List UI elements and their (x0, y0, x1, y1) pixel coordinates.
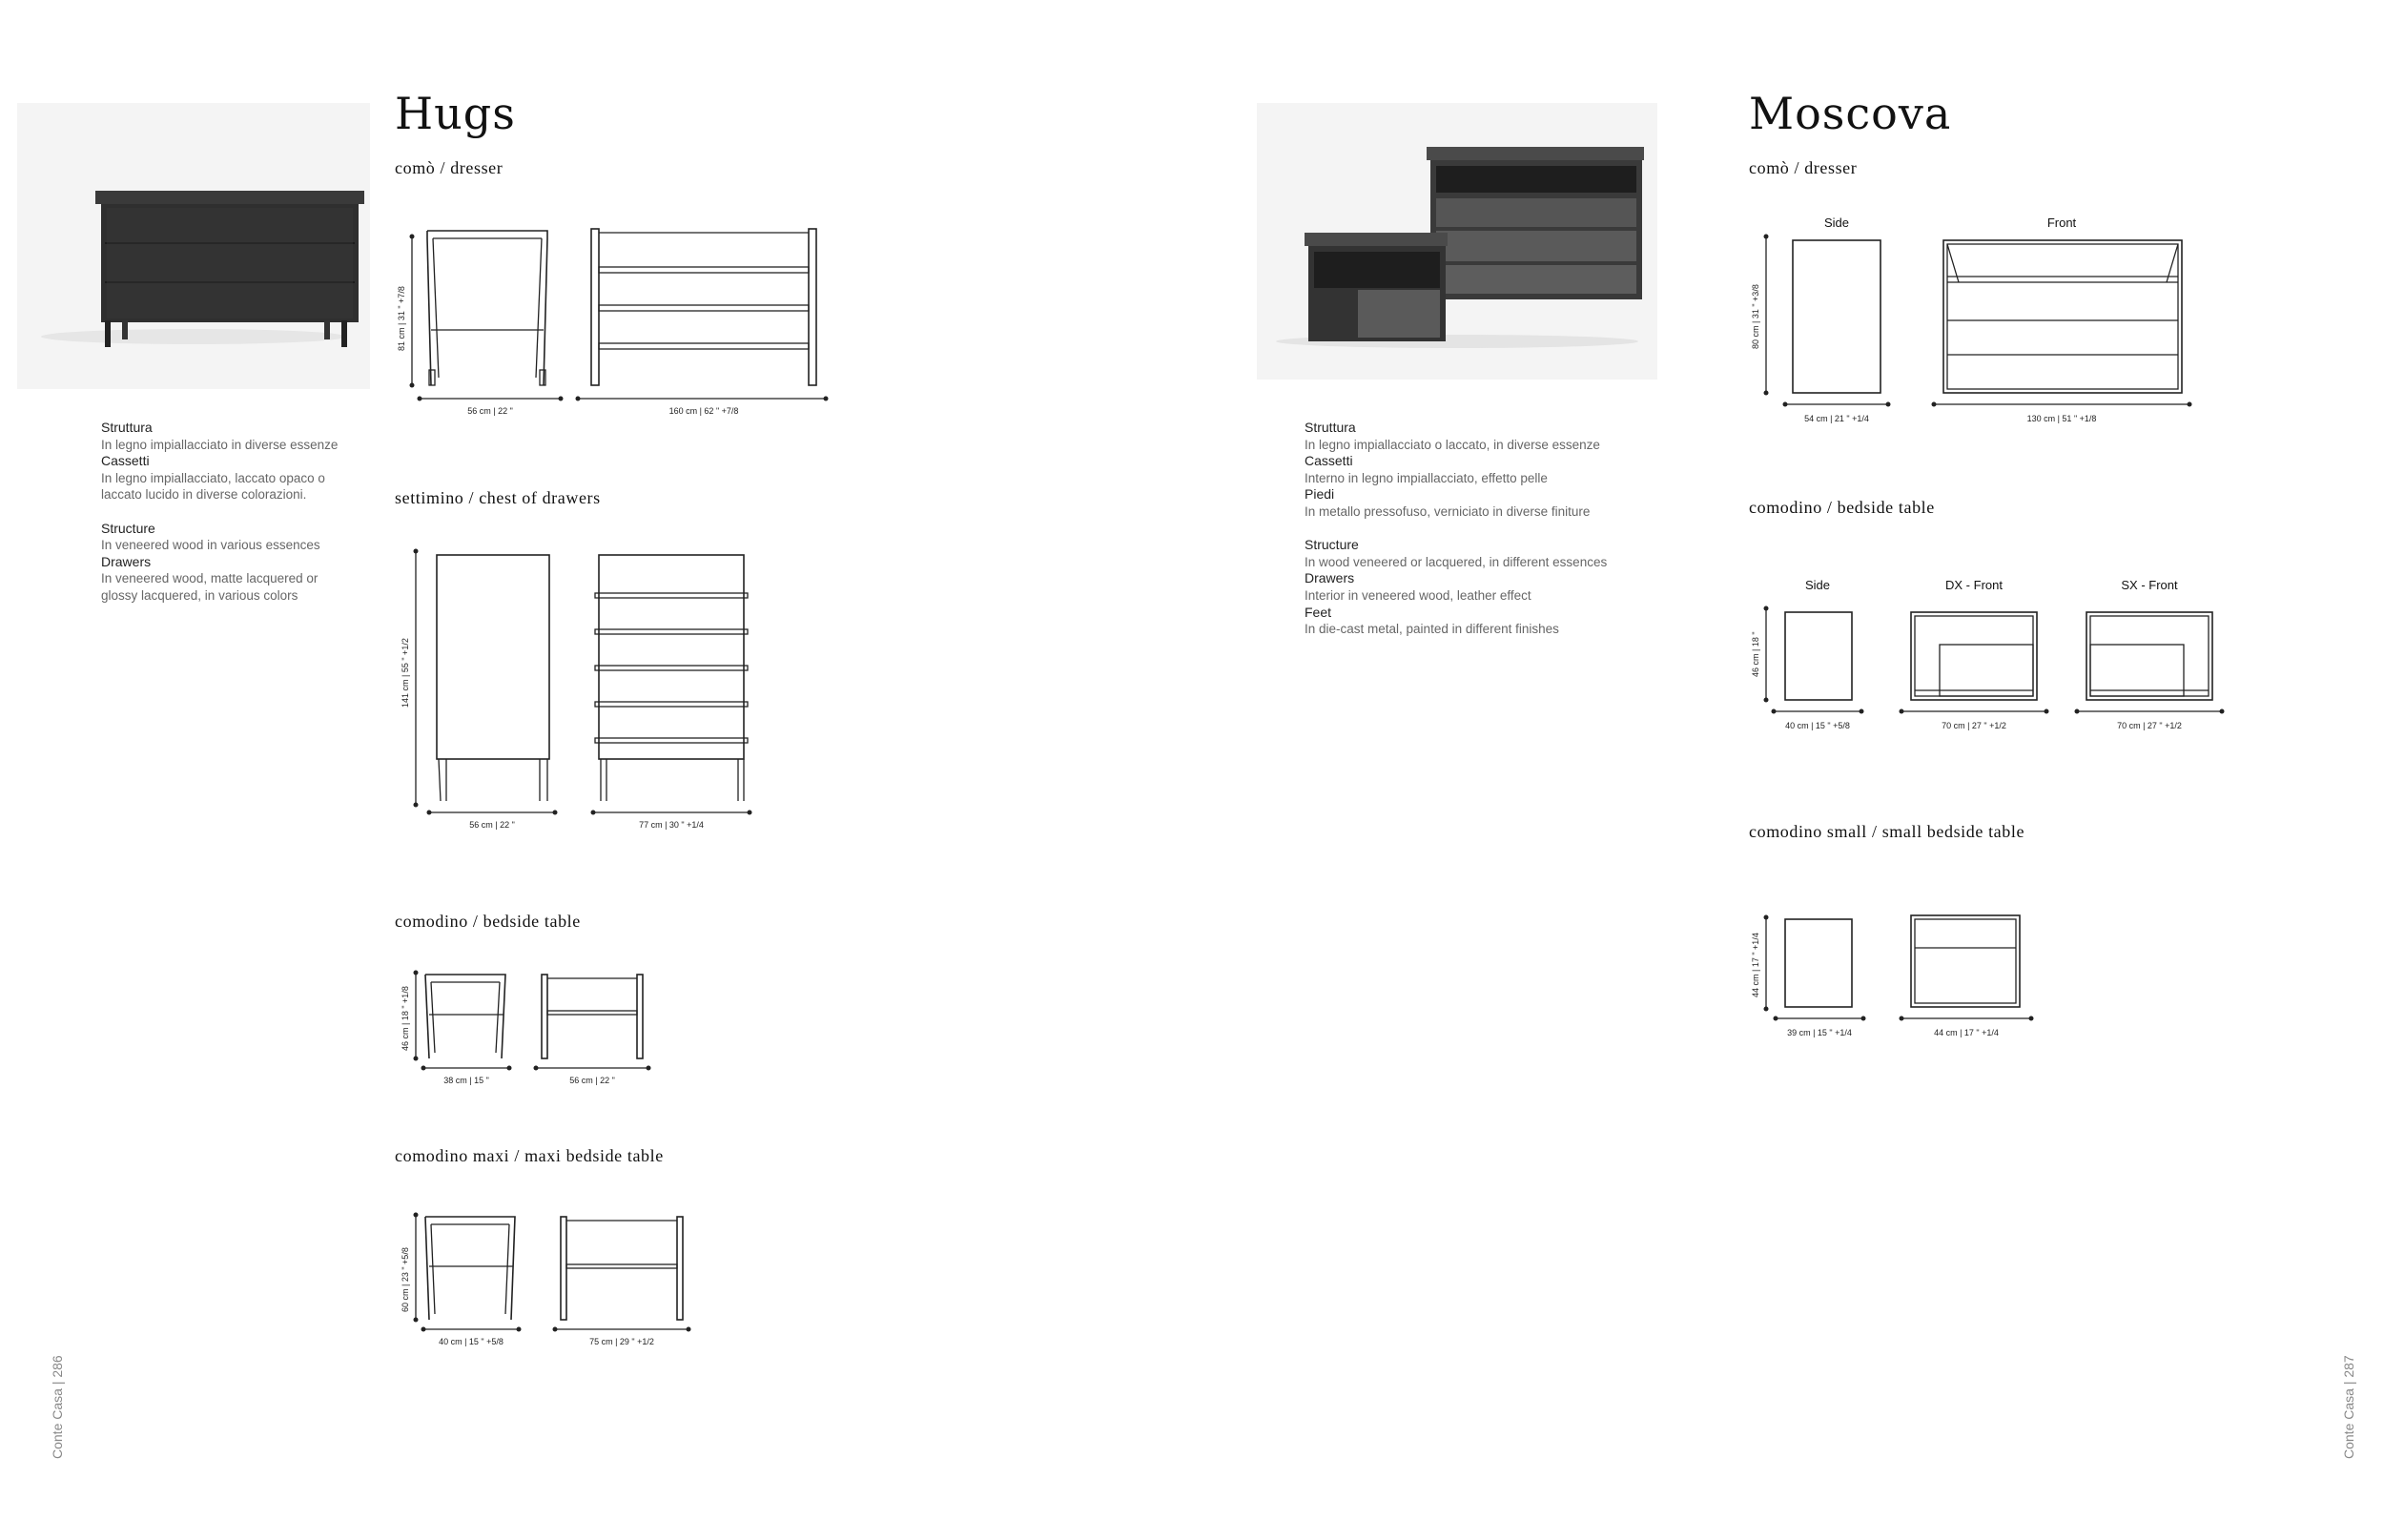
page-title-moscova: Moscova (1749, 88, 1952, 139)
view-label: Side (1823, 216, 1850, 230)
dim-width-side: 56 cm | 22 " (467, 406, 513, 416)
page-folio-left: Conte Casa | 286 (50, 1355, 65, 1459)
view-label: Side (1804, 578, 1831, 592)
dim-width-side: 54 cm | 21 " +1/4 (1804, 414, 1869, 423)
spec-text: In legno impiallacciato, laccato opaco o laccato lucido in diverse colorazioni. (101, 470, 325, 503)
dim-height: 46 cm | 18 " (1751, 631, 1760, 677)
dim-width-front: 56 cm | 22 " (569, 1076, 615, 1085)
moscova-dresser-drawing (1745, 206, 2203, 435)
dim-width-front: 130 cm | 51 " +1/8 (2026, 414, 2097, 423)
spec-text: Interno in legno impiallacciato, effetto pelle (1305, 470, 1548, 485)
hugs-settimino-drawing (391, 545, 772, 841)
spec-heading: Drawers (101, 553, 152, 569)
spec-heading: Cassetti (101, 453, 150, 469)
dim-height: 46 cm | 18 " +1/8 (401, 986, 410, 1051)
dim-width-side: 38 cm | 15 " (443, 1076, 489, 1085)
hugs-comodino-maxi-drawing (391, 1207, 706, 1355)
dim-width-side: 39 cm | 15 " +1/4 (1787, 1028, 1852, 1037)
dim-height: 44 cm | 17 " +1/4 (1751, 933, 1760, 997)
moscova-comodino-drawing (1745, 570, 2231, 737)
spec-text: In die-cast metal, painted in different finishes (1305, 622, 1559, 637)
spec-heading: Feet (1305, 604, 1332, 620)
section-title-hugs-dresser: comò / dresser (395, 158, 504, 177)
hugs-spec-text (101, 420, 416, 605)
moscova-product-photo (1257, 103, 1657, 380)
dim-height: 141 cm | 55 " +1/2 (401, 638, 410, 708)
page-title-hugs: Hugs (395, 88, 516, 139)
spec-text: In veneered wood in various essences (101, 538, 320, 553)
spec-heading: Struttura (1305, 420, 1356, 435)
dim-width-front: 160 cm | 62 " +7/8 (668, 406, 739, 416)
dim-width-side: 40 cm | 15 " +5/8 (1785, 721, 1850, 730)
dim-width-front: 70 cm | 27 " +1/2 (1942, 721, 2006, 730)
dim-height: 60 cm | 23 " +5/8 (401, 1247, 410, 1312)
dim-width-side: 56 cm | 22 " (469, 820, 515, 830)
section-title-moscova-dresser: comò / dresser (1749, 158, 1858, 177)
hugs-comodino-drawing (391, 965, 677, 1095)
moscova-comodino-small-drawing (1745, 906, 2050, 1049)
moscova-spec-text (1305, 420, 1667, 638)
section-title-hugs-comodino-maxi: comodino maxi / maxi bedside table (395, 1146, 664, 1165)
spec-text: In legno impiallacciato o laccato, in diverse essenze (1305, 437, 1600, 452)
section-title-hugs-comodino: comodino / bedside table (395, 912, 581, 931)
section-title-hugs-settimino: settimino / chest of drawers (395, 488, 601, 507)
dim-height: 80 cm | 31 " +3/8 (1751, 284, 1760, 349)
dim-width-front: 75 cm | 29 " +1/2 (589, 1337, 654, 1346)
dim-width-front: 70 cm | 27 " +1/2 (2117, 721, 2182, 730)
spec-heading: Structure (101, 520, 155, 536)
dim-width-front: 44 cm | 17 " +1/4 (1934, 1028, 1999, 1037)
section-title-moscova-comodino-small: comodino small / small bedside table (1749, 822, 2025, 841)
page-folio-right: Conte Casa | 287 (2341, 1355, 2356, 1459)
hugs-product-photo (17, 103, 370, 389)
view-label: SX - Front (2121, 578, 2178, 592)
spec-heading: Struttura (101, 420, 153, 435)
spec-text: In metallo pressofuso, verniciato in diverse finiture (1305, 503, 1591, 519)
dim-width-side: 40 cm | 15 " +5/8 (439, 1337, 504, 1346)
view-label: Front (2046, 216, 2077, 230)
spec-text: Interior in veneered wood, leather effect (1305, 587, 1531, 603)
spec-heading: Drawers (1305, 570, 1355, 586)
view-label: DX - Front (1945, 578, 2003, 592)
spec-heading: Structure (1305, 537, 1359, 553)
spec-heading: Cassetti (1305, 453, 1353, 469)
spec-text: In legno impiallacciato in diverse essenze (101, 437, 339, 452)
spec-text: In wood veneered or lacquered, in different essences (1305, 554, 1608, 569)
section-title-moscova-comodino: comodino / bedside table (1749, 498, 1935, 517)
dim-height: 81 cm | 31 " +7/8 (397, 286, 406, 351)
dim-width-front: 77 cm | 30 " +1/4 (639, 820, 704, 830)
hugs-dresser-drawing (391, 217, 849, 422)
spec-text: In veneered wood, matte lacquered or glossy lacquered, in various colors (101, 571, 319, 603)
spec-heading: Piedi (1305, 486, 1335, 503)
